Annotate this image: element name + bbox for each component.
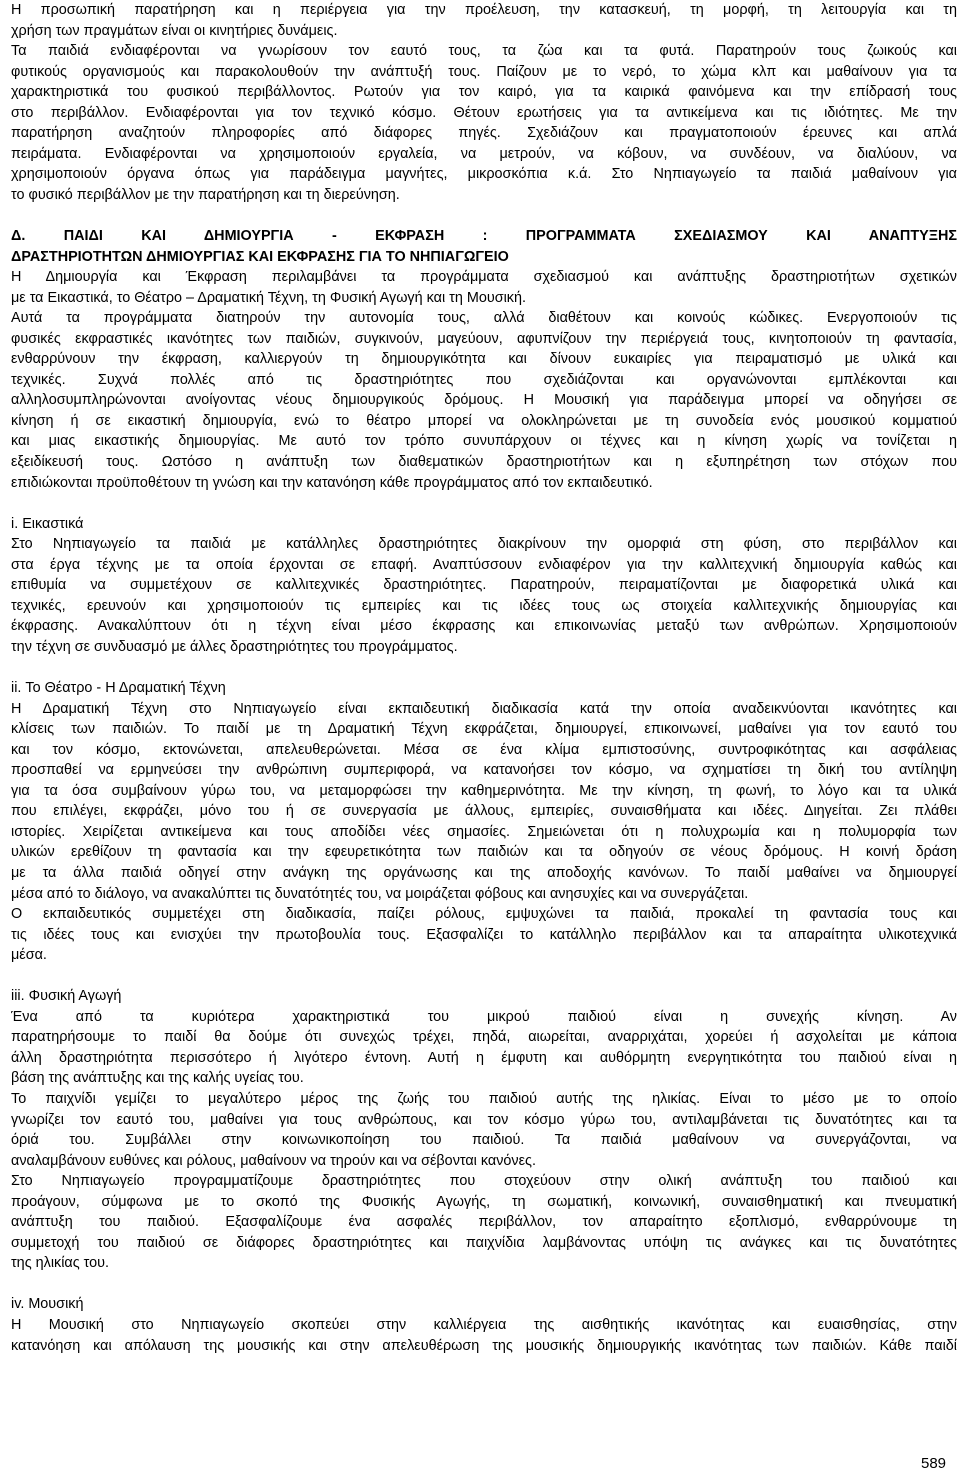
section-heading-line: ΔΡΑΣΤΗΡΙΟΤΗΤΩΝ ΔΗΜΙΟΥΡΓΙΑΣ ΚΑΙ ΕΚΦΡΑΣΗΣ ΓΙΑ ΤΟ ΝΗΠΙΑΓΩΓΕΙΟ — [11, 248, 509, 265]
text-line: έκφρασης. Ανακαλύπτουν ότι η τέχνη είναι μέσο έκφρασης και επικοινωνίας μεταξύ των ανθρώπων. Χρησιμοποιούν — [11, 618, 957, 635]
text-line: κατανόηση και απόλαυση της μουσικής και στην απελευθέρωση της μουσικής δημιουργικής ικανότητας των παιδιών. Κάθε παιδί — [11, 1337, 957, 1354]
text-line: τις ιδέες τους και ενισχύει την πρωτοβουλία τους. Εξασφαλίζει το κατάλληλο περιβάλλον και τα απαραίτητα υλικοτεχνικά — [11, 926, 957, 943]
text-line: παρατηρήσουμε το παιδί θα δούμε ότι συνεχώς τρέχει, πηδά, αιωρείται, αναρριχάται, χορεύει ή ασχολείται με κάποια — [11, 1029, 957, 1046]
text-line: προάγουν, σύμφωνα με το σκοπό της Φυσικής Αγωγής, τη σωματική, κοινωνική, συναισθηματική και πνευματική — [11, 1193, 957, 1210]
text-line: Η Δημιουργία και Έκφραση περιλαμβάνει τα προγράμματα σχεδιασμού και ανάπτυξης δραστηριοτήτων σχετικών — [11, 269, 957, 286]
text-line: συμμετοχή του παιδιού σε διάφορες δραστηριότητες και παιχνίδια λαμβάνοντας υπόψη τις ανάγκες και τις δυνατότητες — [11, 1234, 957, 1251]
text-line: ιστορίες. Χειρίζεται αντικείμενα και τους αποδίδει νέες σημασίες. Σημειώνεται ότι η πολυχρωμία και η πολυμορφία των — [11, 823, 957, 840]
text-line: επιδιώκονται προϋποθέτουν τη γνώση και την κατανόηση κάθε προγράμματος από τον εκπαιδευτικό. — [11, 474, 653, 491]
blank-line — [11, 493, 957, 514]
text-line: Η προσωπική παρατήρηση και η περιέργεια για την προέλευση, την κατασκευή, τη μορφή, τη λειτουργία και τη — [11, 2, 957, 18]
text-line: υλικών ερεθίζουν τη φαντασία και την εφευρετικότητα των παιδιών και τα οδηγούν σε νέους δρόμους. Η κοινή δράση — [11, 844, 957, 861]
text-line: ii. Το Θέατρο - Η Δραματική Τέχνη — [11, 680, 226, 697]
text-line: φυτικούς οργανισμούς και παρακολουθούν την ανάπτυξή τους. Παίζουν με το νερό, το χώμα κλπ και μαθαίνουν για τα — [11, 63, 957, 80]
text-line: μέσα από το διάλογο, να ανακαλύπτει τις δυνατότητές του, να μοιράζεται φόβους και ανησυχίες και να συνεργάζεται. — [11, 885, 749, 902]
text-line: βάση της ανάπτυξης και της καλής υγείας του. — [11, 1070, 304, 1087]
text-line: με τα Εικαστικά, το Θέατρο – Δραματική Τέχνη, τη Φυσική Αγωγή και τη Μουσική. — [11, 289, 526, 306]
text-line: Αυτά τα προγράμματα διατηρούν την αυτονομία τους, αλλά διαθέτουν και κοινούς κώδικες. Ενεργοποιούν τις — [11, 310, 957, 327]
text-line: γνωρίζει τον εαυτό του, μαθαίνει για τους ανθρώπους, και τον κόσμο γύρω του, αντιλαμβάνεται τις δυνατότητες και τα — [11, 1111, 957, 1128]
text-line: και μιας εικαστικής δημιουργίας. Με αυτό τον τρόπο συνυπάρχουν οι τέχνες και η κίνηση χωρίς να τονίζεται η — [11, 433, 957, 450]
text-line: άλλη δραστηριότητα περισσότερο ή λιγότερο έντονη. Αυτή η έμφυτη και αυθόρμητη ενεργητικότητα του παιδιού είναι η — [11, 1049, 957, 1066]
text-line: χαρακτηριστικά του φυσικού περιβάλλοντος. Ρωτούν για τον καιρό, για τα καιρικά φαινόμενα και την επίδρασή τους — [11, 84, 957, 101]
text-line: στο περιβάλλον. Ενδιαφέρονται για τον τεχνικό κόσμο. Θέτουν ερωτήσεις για τα αντικείμενα και τις ιδιότητες. Με την — [11, 104, 957, 121]
text-line: i. Εικαστικά — [11, 515, 84, 532]
text-line: ανάπτυξη του παιδιού. Εξασφαλίζουμε ένα ασφαλές περιβάλλον, τον απαραίτητο εξοπλισμό, ενθαρρύνουμε τη — [11, 1214, 957, 1231]
text-line: χρησιμοποιούν όργανα όπως για παράδειγμα μαγνήτες, μικροσκόπια κ.ά. Στο Νηπιαγωγείο τα παιδιά μαθαίνουν για — [11, 166, 957, 183]
document-body — [11, 0, 957, 1356]
text-line: επιθυμία να συμμετέχουν σε καλλιτεχνικές δραστηριότητες. Παρατηρούν, πειραματίζονται με διαφορετικά υλικά και — [11, 577, 957, 594]
text-line: Στο Νηπιαγωγείο προγραμματίζουμε δραστηριότητες που στοχεύουν στην ολική ανάπτυξη του παιδιού και — [11, 1173, 957, 1190]
text-line: τεχνικές. Συχνά πολλές από τις δραστηριότητες που σχεδιάζονται και οργανώνονται εμπλέκονται και — [11, 371, 957, 388]
text-line: και τον κόσμο, εκτονώνεται, απελευθερώνεται. Μέσα σε ένα κλίμα εμπιστοσύνης, συντροφικότητας και ασφάλειας — [11, 741, 957, 758]
text-line: όριά του. Συμβάλλει στην κοινωνικοποίηση του παιδιού. Τα παιδιά μαθαίνουν να συνεργάζονται, να — [11, 1132, 957, 1149]
text-line: iii. Φυσική Αγωγή — [11, 988, 122, 1005]
text-line: Το παιχνίδι γεμίζει το μεγαλύτερο μέρος της ζωής του παιδιού αυτής της ηλικίας. Είναι το μέσο με το οποίο — [11, 1090, 957, 1107]
blank-line — [11, 966, 957, 987]
text-line: χρήση των πραγμάτων είναι οι κινητήριες δυνάμεις. — [11, 22, 338, 39]
text-line: την τέχνη σε συνδυασμό με άλλες δραστηριότητες του προγράμματος. — [11, 638, 458, 655]
text-line: Ένα από τα κυριότερα χαρακτηριστικά του μικρού παιδιού είναι η συνεχής κίνηση. Αν — [11, 1008, 957, 1025]
text-line: iv. Μουσική — [11, 1296, 84, 1313]
text-line: φυσικές εκφραστικές ικανότητες των παιδιών, συγκινούν, μαγεύουν, αφυπνίζουν την περιέργειά τους, κινητοποιούν τη φαντασία, — [11, 330, 957, 347]
text-line: κλίσεις των παιδιών. Το παιδί με τη Δραματική Τέχνη εκφράζεται, δημιουργεί, επικοινωνεί, μαθαίνει για τον εαυτό του — [11, 721, 957, 738]
section-heading-line: Δ. ΠΑΙΔΙ ΚΑΙ ΔΗΜΙΟΥΡΓΙΑ - ΕΚΦΡΑΣΗ : ΠΡΟΓΡΑΜΜΑΤΑ ΣΧΕΔΙΑΣΜΟΥ ΚΑΙ ΑΝΑΠΤΥΞΗΣ — [11, 228, 957, 245]
text-line: Τα παιδιά ενδιαφέρονται να γνωρίσουν τον εαυτό τους, τα ζώα και τα φυτά. Παρατηρούν τους ζωικούς και — [11, 43, 957, 60]
text-line: Στο Νηπιαγωγείο τα παιδιά με κατάλληλες δραστηριότητες διακρίνουν την ομορφιά στη φύση, στο περιβάλλον και — [11, 536, 957, 553]
text-line: τεχνικές, ερευνούν και χρησιμοποιούν τις εμπειρίες και τις ιδέες τους ως στοιχεία καλλιτεχνικής δημιουργίας και — [11, 597, 957, 614]
text-line: εξειδίκευσή τους. Ωστόσο η ανάπτυξη των διαθεματικών δραστηριοτήτων και η εξυπηρέτηση των στόχων που — [11, 454, 957, 471]
text-line: που επιλέγει, εκφράζει, μόνο του ή σε συνεργασία με άλλους, εμπειρίες, συναισθήματα και ιδέες. Διηγείται. Ζει πλάθει — [11, 803, 957, 820]
text-line: αλληλοσυμπληρώνονται ανοίγοντας νέους δημιουργικούς δρόμους. Η Μουσική για παράδειγμα μπορεί να οδηγήσει σε — [11, 392, 957, 409]
text-line: παρατήρηση αναζητούν πληροφορίες από διάφορες πηγές. Σχεδιάζουν και πραγματοποιούν έρευνες και απλά — [11, 125, 957, 142]
text-line: Ο εκπαιδευτικός συμμετέχει στη διαδικασία, παίζει ρόλους, εμψυχώνει τα παιδιά, προκαλεί τη φαντασία τους και — [11, 906, 957, 923]
text-line: Η Μουσική στο Νηπιαγωγείο σκοπεύει στην καλλιέργεια της αισθητικής ικανότητας και ευαισθησίας, στην — [11, 1317, 957, 1333]
text-line: με τα άλλα παιδιά οδηγεί στην ανάγκη της οργάνωσης και της αποδοχής κανόνων. Το παιδί μαθαίνει να δημιουργεί — [11, 864, 957, 881]
text-line: ενθαρρύνουν την έκφραση, καλλιεργούν τη δημιουργικότητα και δίνουν ευκαιρίες για πειραματισμό με υλικά και — [11, 351, 957, 368]
text-line: αναλαμβάνουν ευθύνες και ρόλους, μαθαίνουν να τηρούν και να σέβονται κανόνες. — [11, 1152, 536, 1169]
text-line: προσπαθεί να ερμηνεύσει την ανθρώπινη συμπεριφορά, να κατανοήσει τον κόσμο, να σχηματίσει τη δική του αντίληψη — [11, 762, 957, 779]
page-number: 589 — [921, 1455, 947, 1472]
text-line: κίνηση ή σε εικαστική δημιουργία, ενώ το θέατρο μπορεί να ολοκληρώνεται με τη συνοδεία ενός μουσικού κομματιού — [11, 412, 957, 429]
blank-line — [11, 205, 957, 226]
text-line: το φυσικό περιβάλλον με την παρατήρηση και τη διερεύνηση. — [11, 186, 400, 203]
text-line: της ηλικίας του. — [11, 1255, 110, 1272]
text-line: στα έργα τέχνης με τα οποία έρχονται σε επαφή. Αναπτύσσουν ενδιαφέρον για την καλλιτεχνική δημιουργία καθώς και — [11, 556, 957, 573]
blank-line — [11, 1274, 957, 1295]
blank-line — [11, 658, 957, 679]
text-line: για τα όσα συμβαίνουν γύρω του, να μεταμορφώσει την καθημερινότητα. Με την κίνηση, τη φωνή, το λόγο και τα υλικά — [11, 782, 957, 799]
text-line: μέσα. — [11, 947, 47, 964]
text-line: πειράματα. Ενδιαφέρονται να χρησιμοποιούν εργαλεία, να μετρούν, να κόβουν, να συνδέουν, να διαλύουν, να — [11, 145, 957, 162]
text-line: Η Δραματική Τέχνη στο Νηπιαγωγείο είναι εκπαιδευτική διαδικασία κατά την οποία αναδεικνύονται ικανότητες και — [11, 700, 957, 717]
